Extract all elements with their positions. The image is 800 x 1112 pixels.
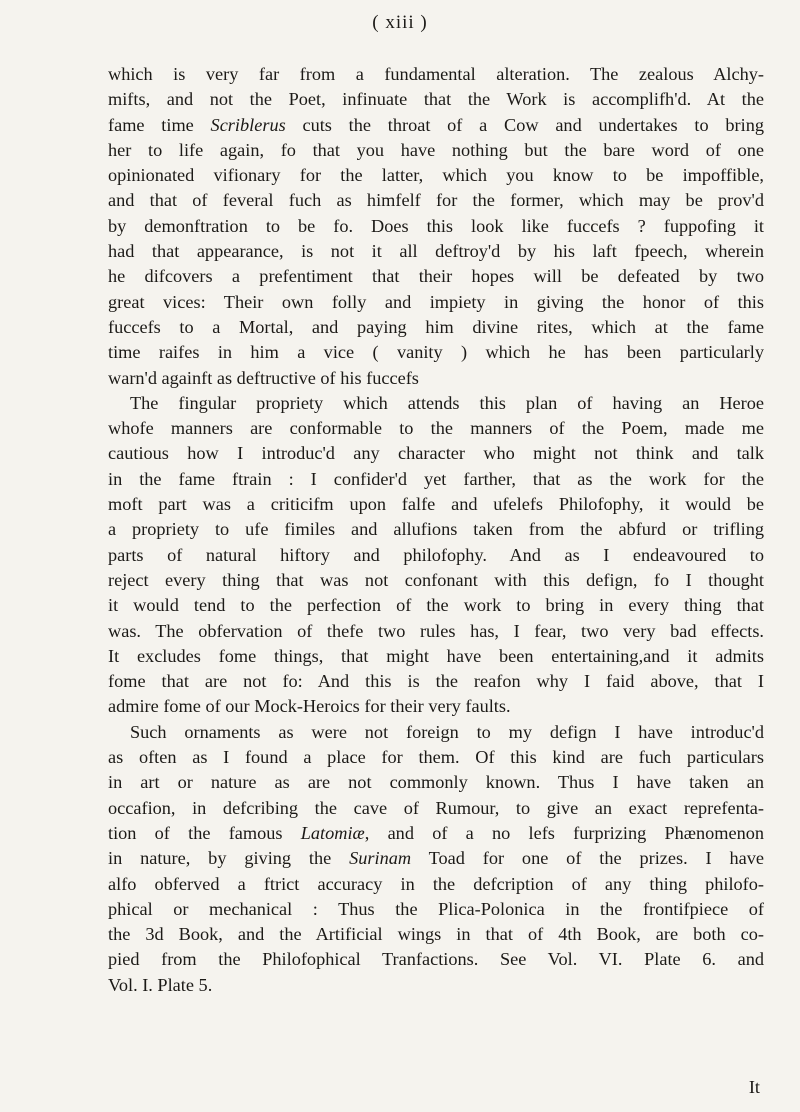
text-line (108, 619, 764, 644)
text-segment: occafion, in defcribing the cave of Rumour, to give an exact reprefenta- (108, 797, 764, 818)
page-number-header: ( xiii ) (372, 12, 428, 33)
text-segment: Toad for one of the prizes. I have (411, 848, 765, 869)
text-line (108, 239, 764, 264)
text-line (108, 644, 764, 669)
text-line (108, 340, 764, 365)
text-segment: pied from the Philofophical Tranfactions. See Vol. VI. Plate 6. and (108, 949, 764, 970)
text-segment: opinionated vifionary for the latter, which you know to be impoffible, (108, 165, 764, 186)
text-segment: It excludes fome things, that might have been entertaining,and it admits (108, 645, 764, 666)
text-segment: parts of natural hiftory and philofophy. And as I endeavoured to (108, 544, 764, 565)
text-line (108, 897, 764, 922)
text-line (108, 720, 764, 745)
text-line (108, 492, 764, 517)
text-segment: fuccefs to a Mortal, and paying him divine rites, which at the fame (108, 316, 764, 337)
text-segment: a propriety to ufe fimiles and allufions taken from the abfurd or trifling (108, 519, 764, 540)
text-segment: tion of the famous (108, 822, 301, 843)
text-segment: he difcovers a prefentiment that their hopes will be defeated by two (108, 266, 764, 287)
text-segment: fome that are not fo: And this is the reafon why I faid above, that I (108, 671, 764, 692)
text-line (108, 922, 764, 947)
text-line (108, 315, 764, 340)
text-line (108, 214, 764, 239)
text-line (108, 391, 764, 416)
text-segment: great vices: Their own folly and impiety in giving the honor of this (108, 291, 764, 312)
text-segment: had that appearance, is not it all deftroy'd by his laft fpeech, wherein (108, 241, 764, 262)
text-line (108, 745, 764, 770)
text-segment: reject every thing that was not confonant with this defign, fo I thought (108, 569, 764, 590)
text-line (108, 290, 764, 315)
text-line (108, 467, 764, 492)
text-segment: mifts, and not the Poet, infinuate that the Work is accomplifh'd. At the (108, 89, 764, 110)
text-line (108, 113, 764, 138)
text-segment: her to life again, fo that you have nothing but the bare word of one (108, 139, 764, 160)
italic-text: Surinam (349, 848, 412, 869)
body-text (108, 62, 764, 998)
text-line (108, 796, 764, 821)
text-line (108, 264, 764, 289)
text-line (108, 543, 764, 568)
text-segment: which is very far from a fundamental alteration. The zealous Alchy- (108, 64, 764, 84)
text-line (108, 821, 764, 846)
text-segment: admire fome of our Mock-Heroics for their very faults. (108, 696, 511, 717)
text-segment: as often as I found a place for them. Of this kind are fuch particulars (108, 747, 764, 768)
text-segment: in art or nature as are not commonly known. Thus I have taken an (108, 772, 764, 793)
text-line (108, 770, 764, 795)
text-line (108, 62, 764, 87)
text-line (108, 846, 764, 871)
text-line (108, 87, 764, 112)
catchword: It (748, 1077, 760, 1097)
text-segment: cuts the throat of a Cow and undertakes to bring (285, 114, 764, 135)
text-line (108, 517, 764, 542)
italic-text: Latomiæ (300, 822, 365, 843)
text-segment: in the fame ftrain : I confider'd yet farther, that as the work for the (108, 468, 764, 489)
text-segment: was. The obfervation of thefe two rules has, I fear, two very bad effects. (108, 620, 764, 641)
text-segment: by demonftration to be fo. Does this look like fuccefs ? fuppofing it (108, 215, 764, 236)
text-line (108, 163, 764, 188)
text-line (108, 973, 764, 998)
text-line (108, 694, 764, 719)
text-segment: the 3d Book, and the Artificial wings in that of 4th Book, are both co- (108, 924, 764, 945)
text-segment: it would tend to the perfection of the work to bring in every thing that (108, 595, 764, 616)
italic-text: Scriblerus (210, 114, 286, 135)
text-line (108, 416, 764, 441)
text-line (108, 568, 764, 593)
text-line (108, 366, 764, 391)
text-segment: Such ornaments as were not foreign to my defign I have introduc'd (130, 721, 764, 742)
text-line (108, 872, 764, 897)
text-segment: cautious how I introduc'd any character who might not think and talk (108, 443, 764, 464)
text-segment: warn'd againft as deftructive of his fuccefs (108, 367, 419, 388)
text-line (108, 947, 764, 972)
text-segment: fame time (108, 114, 211, 135)
text-segment: Vol. I. Plate 5. (108, 974, 213, 995)
text-line (108, 138, 764, 163)
text-segment: moft part was a criticifm upon falfe and ufelefs Philofophy, it would be (108, 494, 764, 515)
text-line (108, 669, 764, 694)
text-segment: time raifes in him a vice ( vanity ) which he has been particularly (108, 342, 764, 363)
text-segment: , and of a no lefs furprizing Phænomenon (364, 822, 764, 843)
text-line (108, 188, 764, 213)
text-line (108, 593, 764, 618)
text-segment: and that of feveral fuch as himfelf for the former, which may be prov'd (108, 190, 764, 211)
text-segment: phical or mechanical : Thus the Plica-Polonica in the frontifpiece of (108, 898, 764, 919)
text-segment: in nature, by giving the (108, 848, 350, 869)
text-segment: whofe manners are conformable to the manners of the Poem, made me (108, 418, 764, 439)
text-segment: The fingular propriety which attends this plan of having an Heroe (130, 392, 764, 413)
text-segment: alfo obferved a ftrict accuracy in the defcription of any thing philofo- (108, 873, 764, 894)
text-line (108, 441, 764, 466)
